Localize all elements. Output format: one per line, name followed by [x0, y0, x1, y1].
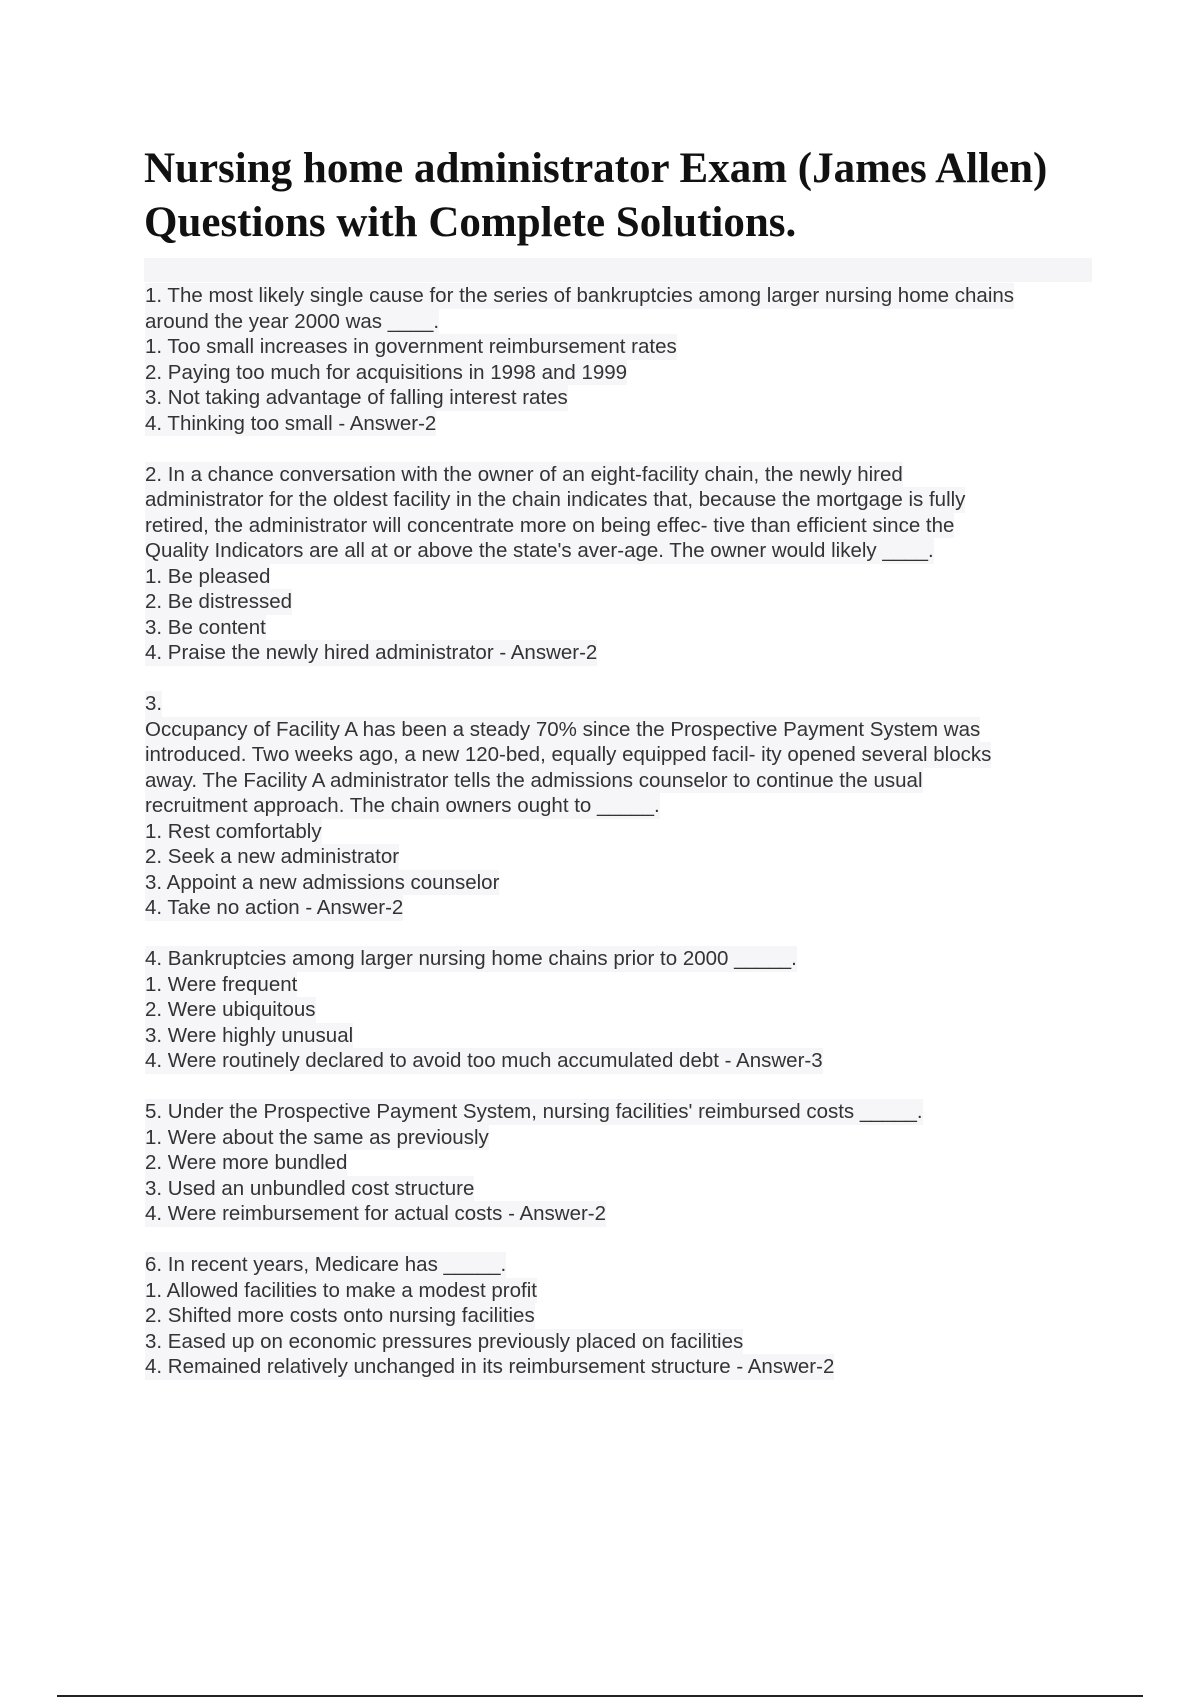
- answer-option: 4. Thinking too small - Answer-2: [145, 411, 437, 435]
- question-number: 3.: [145, 692, 163, 715]
- question-5: [145, 1099, 1105, 1227]
- footer-divider: [57, 1695, 1143, 1697]
- answer-option: 1. Rest comfortably: [145, 819, 322, 843]
- answer-option: 3. Appoint a new admissions counselor: [145, 870, 500, 894]
- question-text: away. The Facility A administrator tells the admissions counselor to continue the usual: [145, 768, 923, 792]
- question-3: [145, 691, 1105, 921]
- question-text: 4. Bankruptcies among larger nursing home chains prior to 2000 _____.: [145, 947, 797, 970]
- answer-option: 4. Were routinely declared to avoid too much accumulated debt - Answer-3: [145, 1049, 823, 1072]
- question-list: [145, 283, 1105, 1405]
- answer-option: 1. Were frequent: [145, 972, 298, 996]
- answer-option: 2. Be distressed: [145, 590, 292, 613]
- question-2: [145, 462, 1105, 666]
- answer-option: 2. Paying too much for acquisitions in 1998 and 1999: [145, 360, 628, 384]
- question-6: [145, 1252, 1105, 1380]
- answer-option: 2. Were ubiquitous: [145, 998, 316, 1021]
- answer-option: 1. Too small increases in government reimbursement rates: [145, 335, 677, 358]
- answer-option: 3. Eased up on economic pressures previously placed on facilities: [145, 1329, 744, 1353]
- question-text: retired, the administrator will concentrate more on being effec- tive than efficient since the: [145, 513, 955, 537]
- answer-option: 3. Used an unbundled cost structure: [145, 1176, 475, 1200]
- answer-option: 2. Were more bundled: [145, 1151, 348, 1174]
- question-text: Quality Indicators are all at or above the state's aver-age. The owner would likely ____.: [145, 539, 934, 562]
- answer-option: 3. Were highly unusual: [145, 1023, 354, 1047]
- question-text: administrator for the oldest facility in the chain indicates that, because the mortgage is fully: [145, 488, 966, 511]
- answer-option: 2. Seek a new administrator: [145, 845, 400, 868]
- question-text: 6. In recent years, Medicare has _____.: [145, 1253, 507, 1276]
- answer-option: 4. Remained relatively unchanged in its reimbursement structure - Answer-2: [145, 1355, 835, 1378]
- question-4: [145, 946, 1105, 1074]
- question-text: recruitment approach. The chain owners ought to _____.: [145, 794, 660, 817]
- answer-option: 3. Not taking advantage of falling interest rates: [145, 386, 568, 409]
- answer-option: 4. Were reimbursement for actual costs - Answer-2: [145, 1202, 607, 1225]
- document-title: [144, 142, 1184, 250]
- question-text: around the year 2000 was ____.: [145, 309, 440, 333]
- title-line: Nursing home administrator Exam (James Allen): [144, 145, 1048, 192]
- question-1: [145, 283, 1105, 436]
- title-line: Questions with Complete Solutions.: [144, 199, 797, 246]
- answer-option: 2. Shifted more costs onto nursing facilities: [145, 1304, 535, 1327]
- highlight-band: [144, 258, 1092, 282]
- question-text: 2. In a chance conversation with the owner of an eight-facility chain, the newly hired: [145, 462, 903, 486]
- answer-option: 3. Be content: [145, 615, 266, 639]
- question-text: 1. The most likely single cause for the series of bankruptcies among larger nursing home chains: [145, 284, 1015, 307]
- answer-option: 1. Allowed facilities to make a modest profit: [145, 1278, 537, 1302]
- question-text: introduced. Two weeks ago, a new 120-bed, equally equipped facil- ity opened several blocks: [145, 743, 992, 766]
- answer-option: 4. Praise the newly hired administrator - Answer-2: [145, 641, 598, 664]
- answer-option: 1. Be pleased: [145, 564, 271, 588]
- question-text: 5. Under the Prospective Payment System, nursing facilities' reimbursed costs _____.: [145, 1100, 923, 1123]
- question-text: Occupancy of Facility A has been a steady 70% since the Prospective Payment System was: [145, 717, 981, 741]
- answer-option: 1. Were about the same as previously: [145, 1125, 489, 1149]
- answer-option: 4. Take no action - Answer-2: [145, 896, 404, 919]
